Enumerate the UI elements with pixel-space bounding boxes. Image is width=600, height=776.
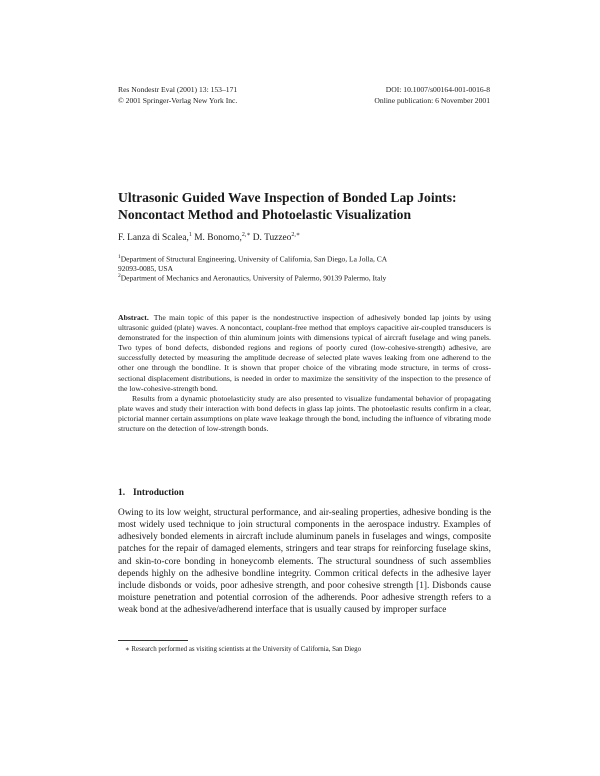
doi-header — [374, 85, 490, 106]
affiliation-1 — [118, 253, 498, 274]
author-list — [118, 231, 300, 243]
title-line-2: Noncontact Method and Photoelastic Visualization — [118, 206, 412, 222]
online-publication-date: Online publication: 6 November 2001 — [374, 95, 490, 105]
footnote-marker: ∗ — [125, 646, 130, 653]
author-name: F. Lanza di Scalea, — [118, 233, 189, 244]
footnote — [125, 645, 361, 653]
author-name: D. Tuzzeo — [252, 233, 292, 244]
footnote-divider — [118, 640, 188, 641]
author-affiliation-mark: 2,∗ — [241, 232, 251, 238]
author-affiliation-mark: 1 — [188, 232, 192, 238]
affiliation-2 — [118, 272, 498, 283]
author-name: M. Bonomo, — [194, 233, 242, 244]
affiliation-text: Department of Mechanics and Aeronautics, University of Palermo, 90139 Palermo, Italy — [120, 273, 387, 283]
affiliation-text: Department of Structural Engineering, University of California, San Diego, La Jolla, CA — [120, 254, 388, 264]
paper-title — [118, 190, 498, 223]
abstract — [118, 313, 491, 434]
title-line-1: Ultrasonic Guided Wave Inspection of Bonded Lap Joints: — [118, 190, 457, 205]
journal-header — [118, 85, 237, 106]
abstract-paragraph-1 — [118, 313, 491, 394]
abstract-label: Abstract. — [118, 313, 149, 322]
footnote-text: Research performed as visiting scientists at the University of California, San Diego — [131, 646, 362, 653]
copyright-notice: © 2001 Springer-Verlag New York Inc. — [118, 95, 238, 105]
introduction-paragraph: Owing to its low weight, structural performance, and air-sealing properties, adhesive bonding is the most widely used technique to join structural components in the aerospace industry. Examples of adhesively bonded elements in aircraft include aluminum panels in fuselages and wings, composite patches for the repair of damaged elements, stringers and tear straps for reinforcing fuselage skins, and skin-to-core bonding in honeycomb elements. The structural soundness of such assemblies depends highly on the adhesive bondline integrity. Common critical defects in the adhesive layer include disbonds or voids, poor adhesive strength, and poor cohesive strength [1]. Disbonds cause moisture penetration and potential corrosion of the adherends. Poor adhesive strength refers to a weak bond at the adhesive/adherend interface that is usually caused by improper surface — [118, 508, 491, 616]
affiliation-mark: 1 — [118, 254, 121, 260]
affiliation-mark: 2 — [118, 273, 121, 279]
author-affiliation-mark: 2,∗ — [291, 232, 300, 238]
journal-citation: Res Nondestr Eval (2001) 13: 153–171 — [118, 85, 238, 94]
section-number: 1. — [118, 488, 126, 498]
abstract-paragraph-2: Results from a dynamic photoelasticity study are also presented to visualize fundamental behavior of propagating plate waves and study their interaction with bond defects in glass lap joints. The photoelastic results confirm in a clear, pictorial manner certain assumptions on plate wave leakage through the bond, including the influence of vibrating mode structure on the detection of low-strength bonds. — [118, 393, 491, 434]
doi: DOI: 10.1007/s00164-001-0016-8 — [385, 85, 490, 94]
affiliation-text: 92093-0085, USA — [118, 264, 174, 273]
section-heading — [118, 488, 184, 498]
section-title: Introduction — [133, 488, 184, 498]
abstract-text: The main topic of this paper is the nondestructive inspection of adhesively bonded lap joints by using ultrasonic guided (plate) waves. A noncontact, couplant-free method that employs capacitive air-coupled transducers is demonstrated for the inspection of thin aluminum joints with dimensions typical of aircraft fuselage and wing panels. Two types of bond defects, disbonded regions and regions of poorly cured (low-cohesive-strength) adhesive, are successfully detected by measuring the amplitude decrease of selected plate waves leaking from one adherend to the other one through the bondline. It is shown that proper choice of the vibrating mode structure, in terms of cross-sectional displacement distributions, is needed in order to maximize the sensitivity of the inspection to the presence of the low-cohesive-strength bond. — [118, 313, 491, 393]
